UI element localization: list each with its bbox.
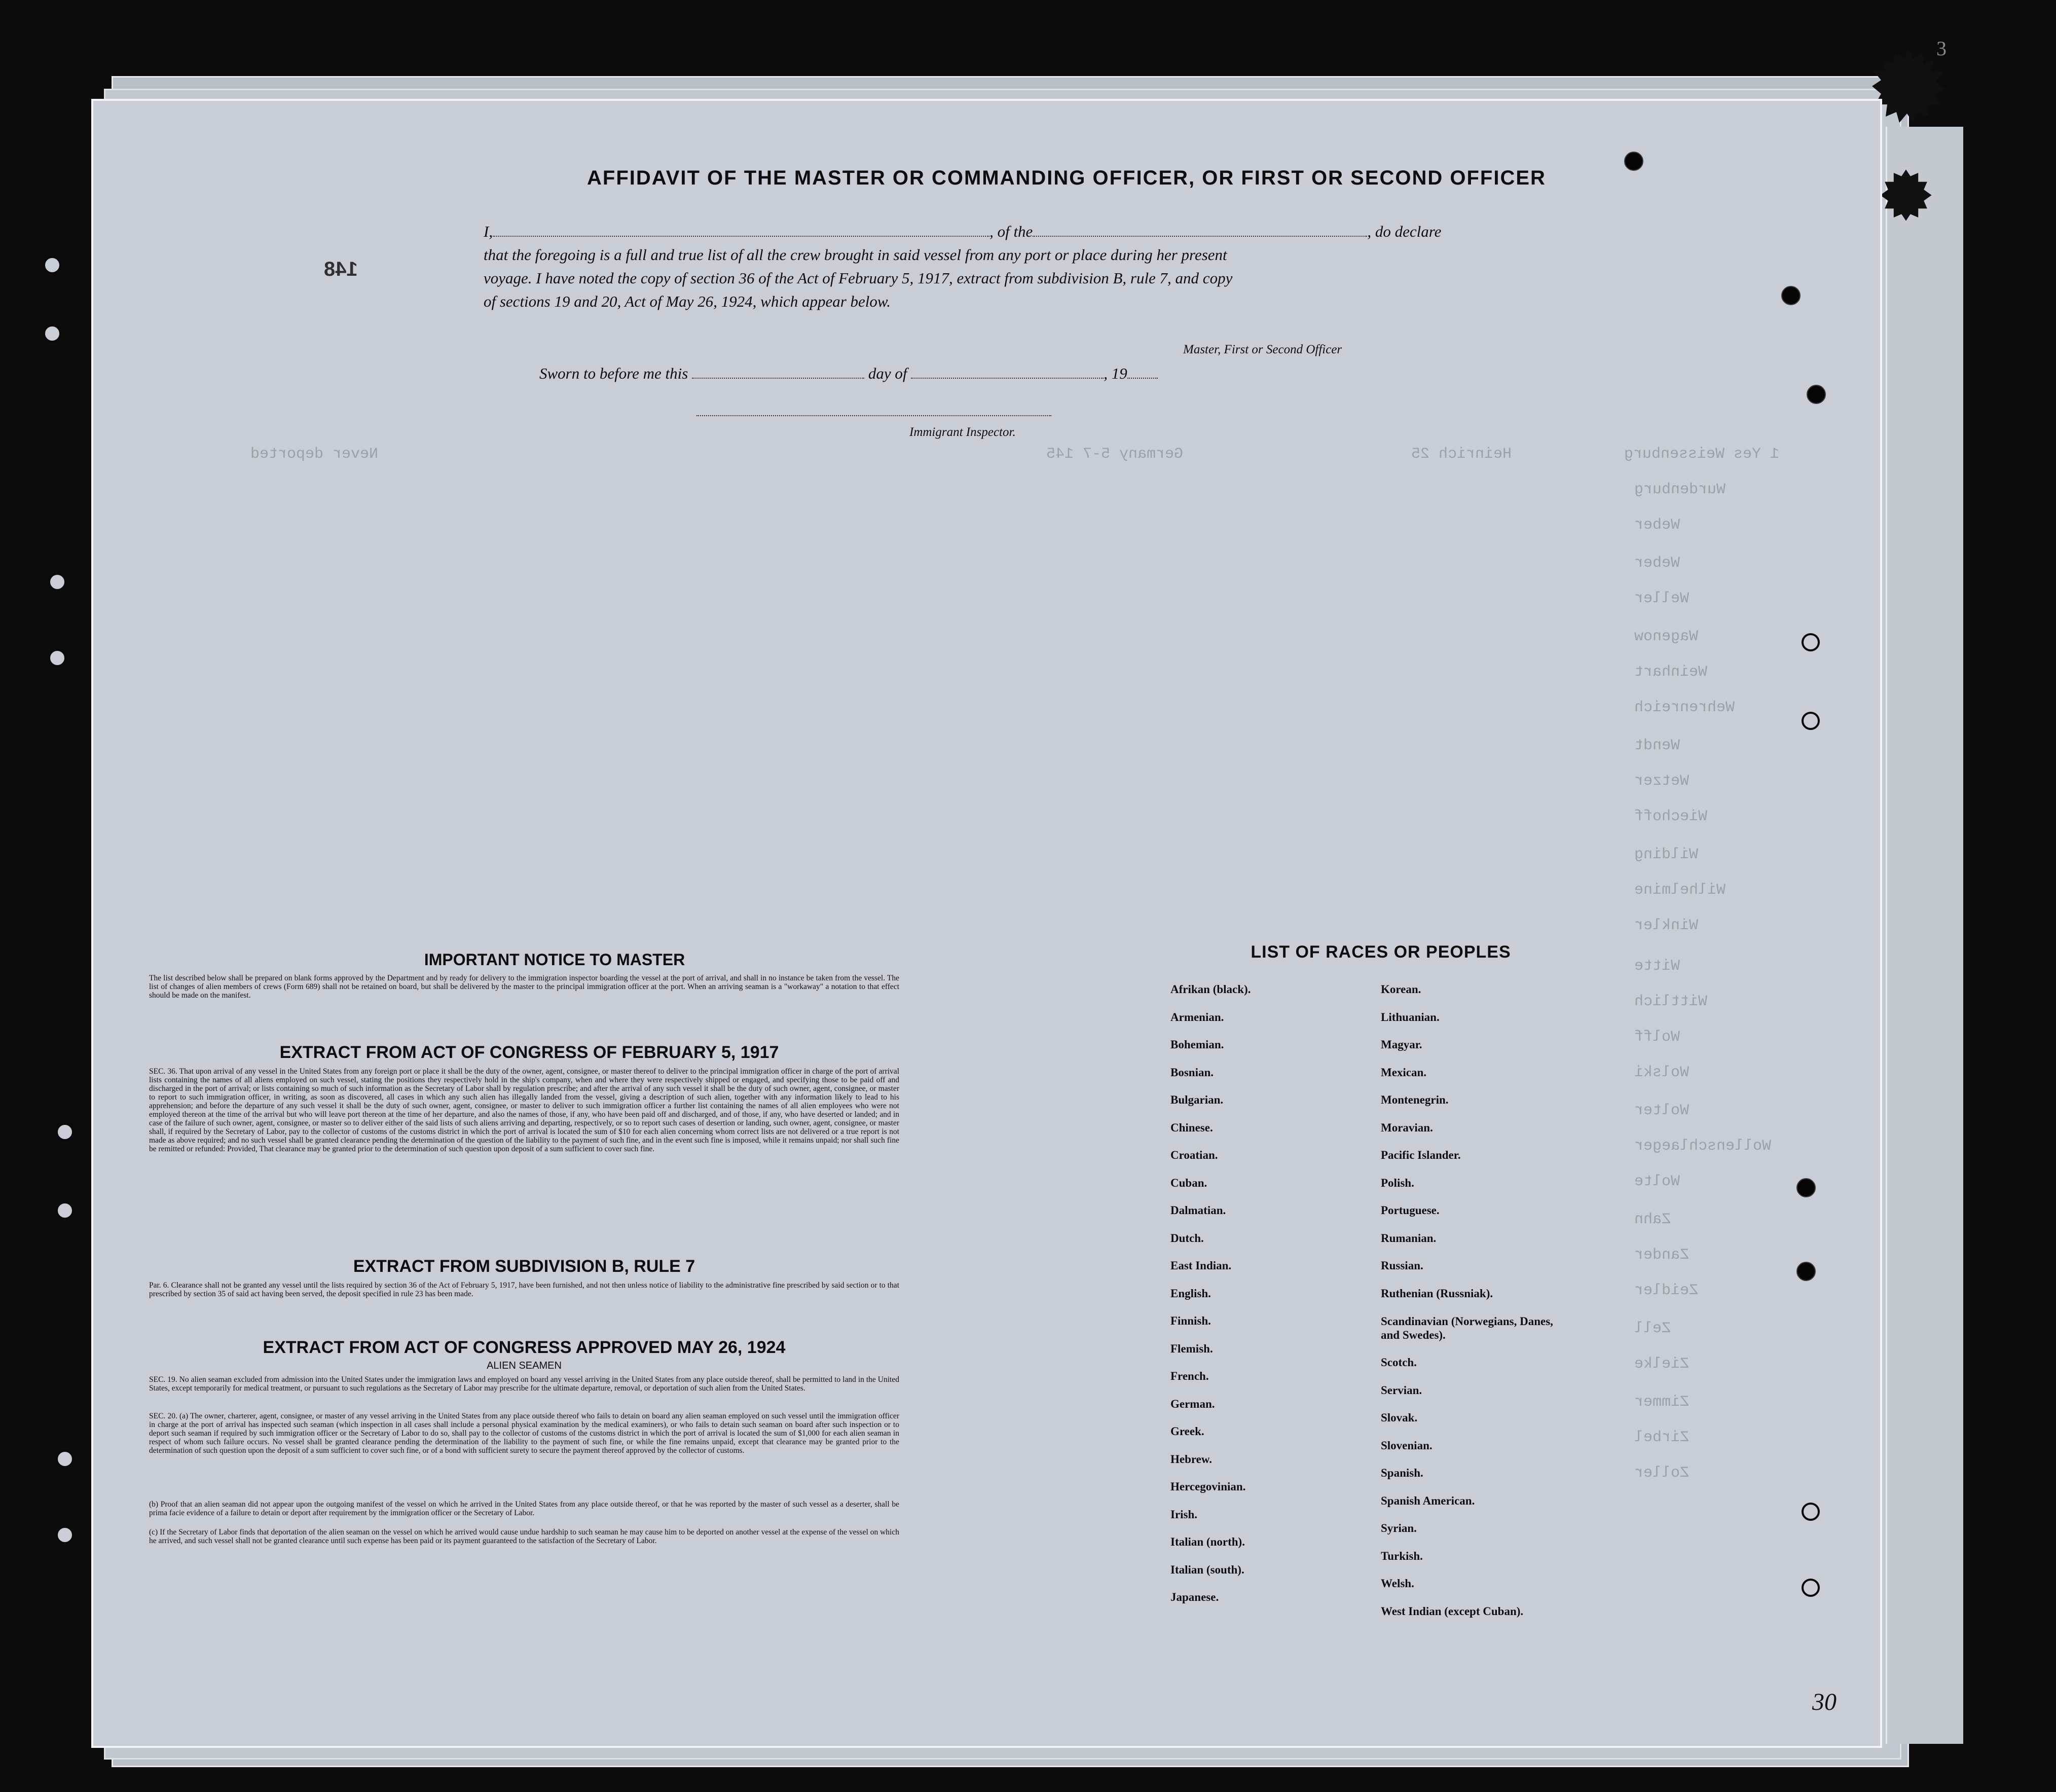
extract-1917-body: SEC. 36. That upon arrival of any vessel in the United States from any foreign port or place it shall be the duty of the owner, agent, consignee, or master thereof to deliver to the principal immigration officer in charge of the port of arrival lists containing the names of all aliens employed on such vessel, stating the positions they respectively hold in the ship's company, when and where they were respectively shipped or engaged, and specifying those to be paid off and discharged in the port of arrival; or lists containing so much of such information as the Secretary of Labor shall by regulation prescribe; and after the arrival of any such vessel it shall be the duty of such owner, agent, consignee, or master to report to such immigration officer, in writing, as soon as discovered, all cases in which any such alien has illegally landed from the vessel, giving a description of such alien, together with any information likely to lead to his apprehension; and before the departure of any such vessel it shall be the duty of such owner, agent, consignee, or master to deliver to such immigration officer a further list containing the names of all alien employees who were not employed thereon at the time of the arrival but who will leave port thereon at the time of her departure, and also the names of those, if any, who have been paid off and discharged, and of those, if any, who have deserted or landed; and in case of the failure of such owner, agent, consignee, or master so to deliver either of the said lists of such aliens arriving and departing, respectively, or so to report such cases of desertion or landing, such owner, agent, consignee, or master shall, if required by the Secretary of Labor, pay to the collector of customs of the customs district in which the port of arrival is located the sum of $10 for each alien concerning whom correct lists are not delivered or a true report is not made as above required; and no such vessel shall be granted clearance pending the determination of the question of the liability to the payment of such fine, and in the event such fine is imposed, while it remains unpaid; nor shall such fine be remitted or refunded: Provided, That clearance may be granted prior to the determination of such question upon deposit of a sum sufficient to cover such fine. [149,1067,899,1153]
race-item: Bohemian. [1170,1038,1224,1051]
extract-1924-subtitle: ALIEN SEAMEN [487,1360,562,1371]
corner-page-number: 30 [1812,1689,1837,1715]
races-left-column [1170,983,1251,1619]
extract-1924-title: EXTRACT FROM ACT OF CONGRESS APPROVED MAY 26, 1924 [263,1338,786,1357]
race-item: Pacific Islander. [1381,1149,1461,1161]
punch-hole-icon [1802,1503,1820,1521]
sworn-month-blank[interactable] [911,364,1104,379]
race-item: Turkish. [1381,1549,1423,1562]
right-page-edge [1886,127,1963,1744]
notice-body: The list described below shall be prepared on blank forms approved by the Department and by ready for delivery to the immigration inspector boarding the vessel at the port of arrival, and shall in no instance be taken from the vessel. The list of changes of alien members of crews (Form 689) shall not be retained on board, but shall be delivered by the master to the principal immigration officer at the port. When an arriving seaman is a "workaway" a notation to that effect should be made on the manifest. [149,974,899,1000]
affidavit-line-2: that the foregoing is a full and true list of all the crew brought in said vessel from any port or place during her present [484,246,1227,264]
punch-hole-icon [1624,152,1643,171]
sworn-year-blank[interactable] [1127,364,1158,379]
affidavit-line-4: of sections 19 and 20, Act of May 26, 1924, which appear below. [484,292,891,310]
race-item: Japanese. [1170,1591,1219,1603]
extract-1917-title: EXTRACT FROM ACT OF CONGRESS OF FEBRUARY 5, 1917 [279,1043,779,1062]
race-item: Russian. [1381,1259,1423,1272]
race-item: Spanish. [1381,1467,1423,1479]
race-item: Croatian. [1170,1149,1218,1161]
extract-1924-sec19: SEC. 19. No alien seaman excluded from admission into the United States under the immigration laws and employed on board any vessel arriving in the United States from any place outside thereof, shall be permitted to land in the United States, except temporarily for medical treatment, or pursuant to such regulations as the Secretary of Labor may prescribe for the ultimate departure, removal, or deportation of such alien from the United States. [149,1375,899,1393]
extract-1924-sec20c: (c) If the Secretary of Labor finds that deportation of the alien seaman on the vessel on which he arrived would cause undue hardship to such seaman he may cause him to be deported on another vessel at the expense of the vessel on which he arrived, and such vessel shall not be granted clearance until such expense has been paid or its payment guaranteed to the satisfaction of the Secretary of Labor. [149,1528,899,1545]
races-title: LIST OF RACES OR PEOPLES [1251,942,1511,962]
race-item: Italian (north). [1170,1535,1245,1548]
race-item: English. [1170,1287,1211,1300]
races-right-column [1381,983,1594,1632]
bleed-through-text: 1 Yes Weissenburg Heinrich 25 Germany 5-7 145 Never deported Wurdenburg Weber Weber Weller Wagenow Weinhart Wehrenreich Wendt Wetzer Wiechoff Wilding Wilhelmine Winkler Witte Wittlich Wolff Wolski Wolter Wollenschlaeger Wolte Zahn Zander Zeidler Zell Zielke Zimmer Zirbel Zoller [250,446,1780,1482]
vessel-blank[interactable] [1033,223,1367,237]
affidavit-line-1: I, , of the , do declare [484,223,1442,240]
sworn-day-blank[interactable] [692,364,864,379]
affidavit-line-3: voyage. I have noted the copy of section 36 of the Act of February 5, 1917, extract from subdivision B, rule 7, and copy [484,269,1233,287]
inspector-signature-line[interactable] [696,415,1051,416]
race-item: Montenegrin. [1381,1093,1449,1106]
race-item: Welsh. [1381,1577,1414,1590]
race-item: Syrian. [1381,1522,1417,1534]
punch-hole-icon [43,324,61,343]
race-item: Moravian. [1381,1121,1433,1134]
race-item: Ruthenian (Russniak). [1381,1287,1493,1300]
punch-hole-icon [56,1450,74,1468]
seal-fragment-icon [1878,167,1934,223]
race-item: Mexican. [1381,1066,1427,1079]
race-item: Dutch. [1170,1231,1204,1245]
punch-hole-icon [56,1123,74,1141]
punch-hole-icon [1796,1178,1816,1197]
race-item: Bulgarian. [1170,1093,1224,1106]
race-item: French. [1170,1370,1209,1382]
manifest-page [91,99,1882,1748]
race-item: Rumanian. [1381,1231,1437,1245]
extract-1924-sec20a: SEC. 20. (a) The owner, charterer, agent, consignee, or master of any vessel arriving in the United States from any place outside thereof who fails to detain on board any alien seaman employed on such vessel until the immigration officer in charge at the port of arrival has inspected such seaman (which inspection in all cases shall include a personal physical examination by the medical examiners), or who fails to detain such seaman on board after such inspection or to deport such seaman if required by such immigration officer or the Secretary of Labor to do so, shall pay to the collector of customs of the customs district in which the port of arrival is located the sum of $1,000 for each alien seaman in respect of whom such failure occurs. No vessel shall be granted clearance pending the determination of the liability to the payment of such fine, or while the fine remains unpaid, except that clearance may be granted prior to the determination of such question upon the deposit of a sum sufficient to cover such fine, or of a bond with sufficient surety to secure the payment thereof approved by the collector of customs. [149,1412,899,1455]
race-item: Servian. [1381,1383,1422,1397]
master-signature-label: Master, First or Second Officer [1183,343,1342,356]
race-item: Finnish. [1170,1314,1211,1327]
punch-hole-icon [1781,286,1801,305]
race-item: Korean. [1381,983,1421,996]
race-item: German. [1170,1397,1215,1410]
race-item: Italian (south). [1170,1563,1244,1576]
race-item: Chinese. [1170,1121,1213,1134]
name-blank[interactable] [493,223,989,237]
race-item: Portuguese. [1381,1204,1440,1217]
race-item: Slovenian. [1381,1439,1433,1452]
race-item: Afrikan (black). [1170,983,1251,996]
race-item: Scotch. [1381,1356,1417,1369]
race-item: Lithuanian. [1381,1010,1440,1023]
notice-title: IMPORTANT NOTICE TO MASTER [424,950,685,969]
race-item: Dalmatian. [1170,1204,1226,1217]
top-page-number: 3 [1936,37,1947,60]
race-item: Cuban. [1170,1176,1207,1189]
punch-hole-icon [48,573,66,591]
race-item: East Indian. [1170,1259,1232,1272]
race-item: Hebrew. [1170,1452,1212,1466]
extract-rule7-title: EXTRACT FROM SUBDIVISION B, RULE 7 [353,1257,695,1276]
punch-hole-icon [43,256,61,274]
race-item: Magyar. [1381,1038,1422,1051]
punch-hole-icon [56,1526,74,1544]
punch-hole-icon [48,649,66,667]
race-item: Irish. [1170,1508,1198,1521]
race-item: Hercegovinian. [1170,1480,1246,1493]
affidavit-title: AFFIDAVIT OF THE MASTER OR COMMANDING OFFICER, OR FIRST OR SECOND OFFICER [587,167,1546,189]
sworn-line: Sworn to before me this day of , 19 [539,364,1158,383]
punch-hole-icon [56,1201,74,1220]
punch-hole-icon [1796,1262,1816,1281]
race-item: Polish. [1381,1176,1414,1189]
punch-hole-icon [1802,1579,1820,1597]
race-item: Scandinavian (Norwegians, Danes, and Swedes). [1381,1315,1553,1341]
page-number-left: 148 [324,258,358,280]
extract-rule7-body: Par. 6. Clearance shall not be granted any vessel until the lists required by section 36 of the Act of February 5, 1917, have been furnished, and not then unless notice of liability to the administrative fine prescribed by said section or to that prescribed by section 35 of said act having been served, the deposit specified in rule 23 has been made. [149,1281,899,1298]
race-item: Armenian. [1170,1010,1224,1023]
race-item: Greek. [1170,1425,1204,1438]
race-item: West Indian (except Cuban). [1381,1604,1524,1618]
punch-hole-icon [1802,712,1820,730]
race-item: Flemish. [1170,1342,1213,1355]
race-item: Slovak. [1381,1411,1418,1424]
inspector-label: Immigrant Inspector. [909,425,1016,439]
punch-hole-icon [1802,633,1820,651]
race-item: Spanish American. [1381,1494,1475,1507]
race-item: Bosnian. [1170,1066,1214,1079]
punch-hole-icon [1807,385,1826,404]
extract-1924-sec20b: (b) Proof that an alien seaman did not appear upon the outgoing manifest of the vessel on which he arrived in the United States from any place outside thereof, or that he was reported by the master of such vessel as a deserter, shall be prima facie evidence of a failure to detain or deport after requirement by the immigration officer or the Secretary of Labor. [149,1500,899,1517]
